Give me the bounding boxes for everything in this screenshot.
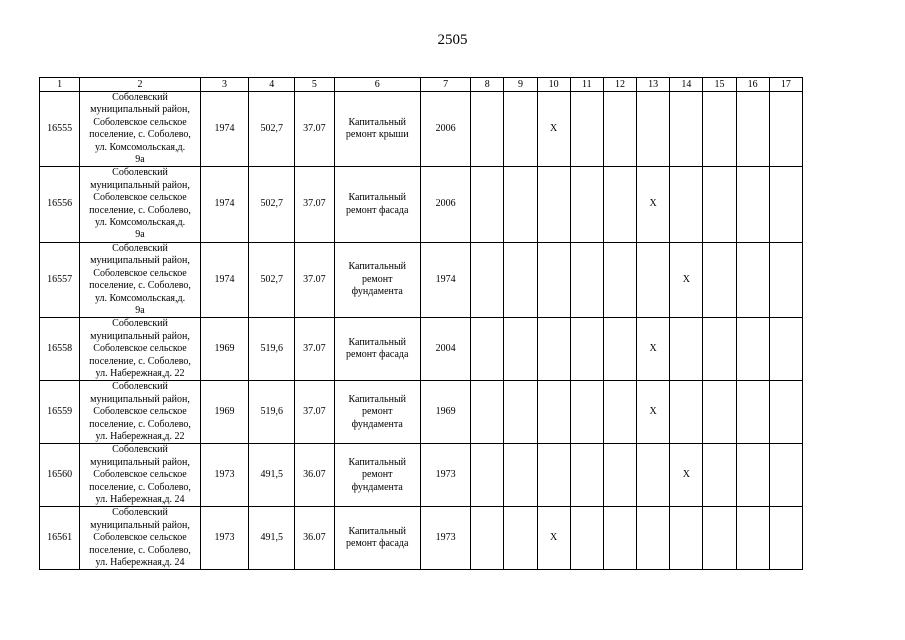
mark-cell	[769, 92, 802, 167]
mark-cell	[670, 167, 703, 242]
address-cell: Соболевский муниципальный район, Соболевское сельское поселение, с. Соболево, ул. Набережная,д. 24	[80, 507, 201, 570]
mark-cell	[471, 444, 504, 507]
work-type-cell: Капитальный ремонт фасада	[334, 167, 420, 242]
code-cell: 37.07	[295, 381, 334, 444]
mark-cell: X	[670, 242, 703, 317]
code-cell: 37.07	[295, 318, 334, 381]
work-type-cell: Капитальный ремонт фундамента	[334, 381, 420, 444]
code-cell: 37.07	[295, 242, 334, 317]
mark-cell: X	[637, 318, 670, 381]
mark-cell	[736, 318, 769, 381]
object-id-cell: 16556	[40, 167, 80, 242]
object-id-cell: 16557	[40, 242, 80, 317]
object-id-cell: 16555	[40, 92, 80, 167]
header-cell: 9	[504, 78, 537, 92]
header-cell: 1	[40, 78, 80, 92]
mark-cell	[603, 92, 636, 167]
mark-cell	[670, 507, 703, 570]
header-cell: 16	[736, 78, 769, 92]
mark-cell: X	[637, 381, 670, 444]
mark-cell	[603, 507, 636, 570]
work-type-cell: Капитальный ремонт фасада	[334, 507, 420, 570]
work-year-cell: 1973	[420, 444, 470, 507]
object-id-cell: 16558	[40, 318, 80, 381]
table-row	[40, 242, 803, 317]
mark-cell	[570, 318, 603, 381]
address-cell: Соболевский муниципальный район, Соболевское сельское поселение, с. Соболево, ул. Комсомольская,д. 9а	[80, 92, 201, 167]
address-cell: Соболевский муниципальный район, Соболевское сельское поселение, с. Соболево, ул. Комсомольская,д. 9а	[80, 167, 201, 242]
mark-cell	[736, 507, 769, 570]
mark-cell	[769, 167, 802, 242]
build-year-cell: 1974	[200, 92, 248, 167]
code-cell: 37.07	[295, 92, 334, 167]
header-cell: 2	[80, 78, 201, 92]
mark-cell	[471, 318, 504, 381]
mark-cell	[703, 242, 736, 317]
work-type-cell: Капитальный ремонт фасада	[334, 318, 420, 381]
mark-cell	[537, 167, 570, 242]
mark-cell	[537, 242, 570, 317]
mark-cell: X	[537, 507, 570, 570]
mark-cell	[537, 444, 570, 507]
mark-cell	[736, 242, 769, 317]
register-table	[39, 77, 803, 570]
header-row	[40, 78, 803, 92]
mark-cell	[703, 92, 736, 167]
area-cell: 519,6	[249, 318, 295, 381]
work-year-cell: 2004	[420, 318, 470, 381]
mark-cell	[703, 507, 736, 570]
mark-cell	[603, 381, 636, 444]
build-year-cell: 1969	[200, 381, 248, 444]
mark-cell	[570, 92, 603, 167]
mark-cell: X	[670, 444, 703, 507]
mark-cell	[637, 507, 670, 570]
mark-cell	[670, 381, 703, 444]
code-cell: 36.07	[295, 444, 334, 507]
mark-cell	[537, 381, 570, 444]
mark-cell	[471, 242, 504, 317]
code-cell: 36.07	[295, 507, 334, 570]
mark-cell	[670, 318, 703, 381]
mark-cell	[769, 242, 802, 317]
address-cell: Соболевский муниципальный район, Соболевское сельское поселение, с. Соболево, ул. Набережная,д. 22	[80, 318, 201, 381]
build-year-cell: 1974	[200, 242, 248, 317]
area-cell: 491,5	[249, 444, 295, 507]
header-cell: 17	[769, 78, 802, 92]
mark-cell	[736, 92, 769, 167]
table-row	[40, 318, 803, 381]
work-year-cell: 1973	[420, 507, 470, 570]
register-body	[40, 78, 803, 570]
object-id-cell: 16559	[40, 381, 80, 444]
mark-cell	[670, 92, 703, 167]
work-year-cell: 2006	[420, 167, 470, 242]
mark-cell: X	[637, 167, 670, 242]
mark-cell	[570, 242, 603, 317]
page-number: 2505	[437, 32, 468, 48]
mark-cell	[471, 92, 504, 167]
header-cell: 3	[200, 78, 248, 92]
mark-cell	[603, 167, 636, 242]
work-year-cell: 1969	[420, 381, 470, 444]
header-cell: 8	[471, 78, 504, 92]
address-cell: Соболевский муниципальный район, Соболевское сельское поселение, с. Соболево, ул. Набережная,д. 24	[80, 444, 201, 507]
mark-cell	[471, 167, 504, 242]
mark-cell	[736, 167, 769, 242]
work-type-cell: Капитальный ремонт фундамента	[334, 444, 420, 507]
mark-cell	[637, 92, 670, 167]
table-row	[40, 444, 803, 507]
mark-cell	[703, 167, 736, 242]
code-cell: 37.07	[295, 167, 334, 242]
object-id-cell: 16560	[40, 444, 80, 507]
mark-cell	[703, 444, 736, 507]
build-year-cell: 1973	[200, 507, 248, 570]
header-cell: 4	[249, 78, 295, 92]
mark-cell: X	[537, 92, 570, 167]
area-cell: 491,5	[249, 507, 295, 570]
mark-cell	[769, 318, 802, 381]
address-cell: Соболевский муниципальный район, Соболевское сельское поселение, с. Соболево, ул. Комсомольская,д. 9а	[80, 242, 201, 317]
table-row	[40, 507, 803, 570]
mark-cell	[637, 444, 670, 507]
header-cell: 5	[295, 78, 334, 92]
header-cell: 13	[637, 78, 670, 92]
mark-cell	[570, 507, 603, 570]
address-cell: Соболевский муниципальный район, Соболевское сельское поселение, с. Соболево, ул. Набережная,д. 22	[80, 381, 201, 444]
build-year-cell: 1973	[200, 444, 248, 507]
mark-cell	[504, 381, 537, 444]
mark-cell	[471, 507, 504, 570]
object-id-cell: 16561	[40, 507, 80, 570]
header-cell: 7	[420, 78, 470, 92]
build-year-cell: 1974	[200, 167, 248, 242]
table-row	[40, 167, 803, 242]
mark-cell	[504, 242, 537, 317]
work-year-cell: 2006	[420, 92, 470, 167]
table-row	[40, 92, 803, 167]
mark-cell	[603, 318, 636, 381]
area-cell: 502,7	[249, 242, 295, 317]
mark-cell	[504, 444, 537, 507]
mark-cell	[570, 381, 603, 444]
area-cell: 519,6	[249, 381, 295, 444]
mark-cell	[703, 318, 736, 381]
mark-cell	[504, 92, 537, 167]
mark-cell	[736, 444, 769, 507]
header-cell: 15	[703, 78, 736, 92]
mark-cell	[703, 381, 736, 444]
work-year-cell: 1974	[420, 242, 470, 317]
header-cell: 6	[334, 78, 420, 92]
mark-cell	[603, 444, 636, 507]
header-cell: 11	[570, 78, 603, 92]
mark-cell	[504, 507, 537, 570]
work-type-cell: Капитальный ремонт фундамента	[334, 242, 420, 317]
mark-cell	[736, 381, 769, 444]
mark-cell	[570, 444, 603, 507]
mark-cell	[504, 318, 537, 381]
table-row	[40, 381, 803, 444]
header-cell: 10	[537, 78, 570, 92]
mark-cell	[504, 167, 537, 242]
header-cell: 12	[603, 78, 636, 92]
mark-cell	[637, 242, 670, 317]
header-cell: 14	[670, 78, 703, 92]
work-type-cell: Капитальный ремонт крыши	[334, 92, 420, 167]
area-cell: 502,7	[249, 167, 295, 242]
build-year-cell: 1969	[200, 318, 248, 381]
mark-cell	[537, 318, 570, 381]
mark-cell	[603, 242, 636, 317]
mark-cell	[769, 444, 802, 507]
mark-cell	[570, 167, 603, 242]
mark-cell	[769, 381, 802, 444]
mark-cell	[769, 507, 802, 570]
mark-cell	[471, 381, 504, 444]
area-cell: 502,7	[249, 92, 295, 167]
